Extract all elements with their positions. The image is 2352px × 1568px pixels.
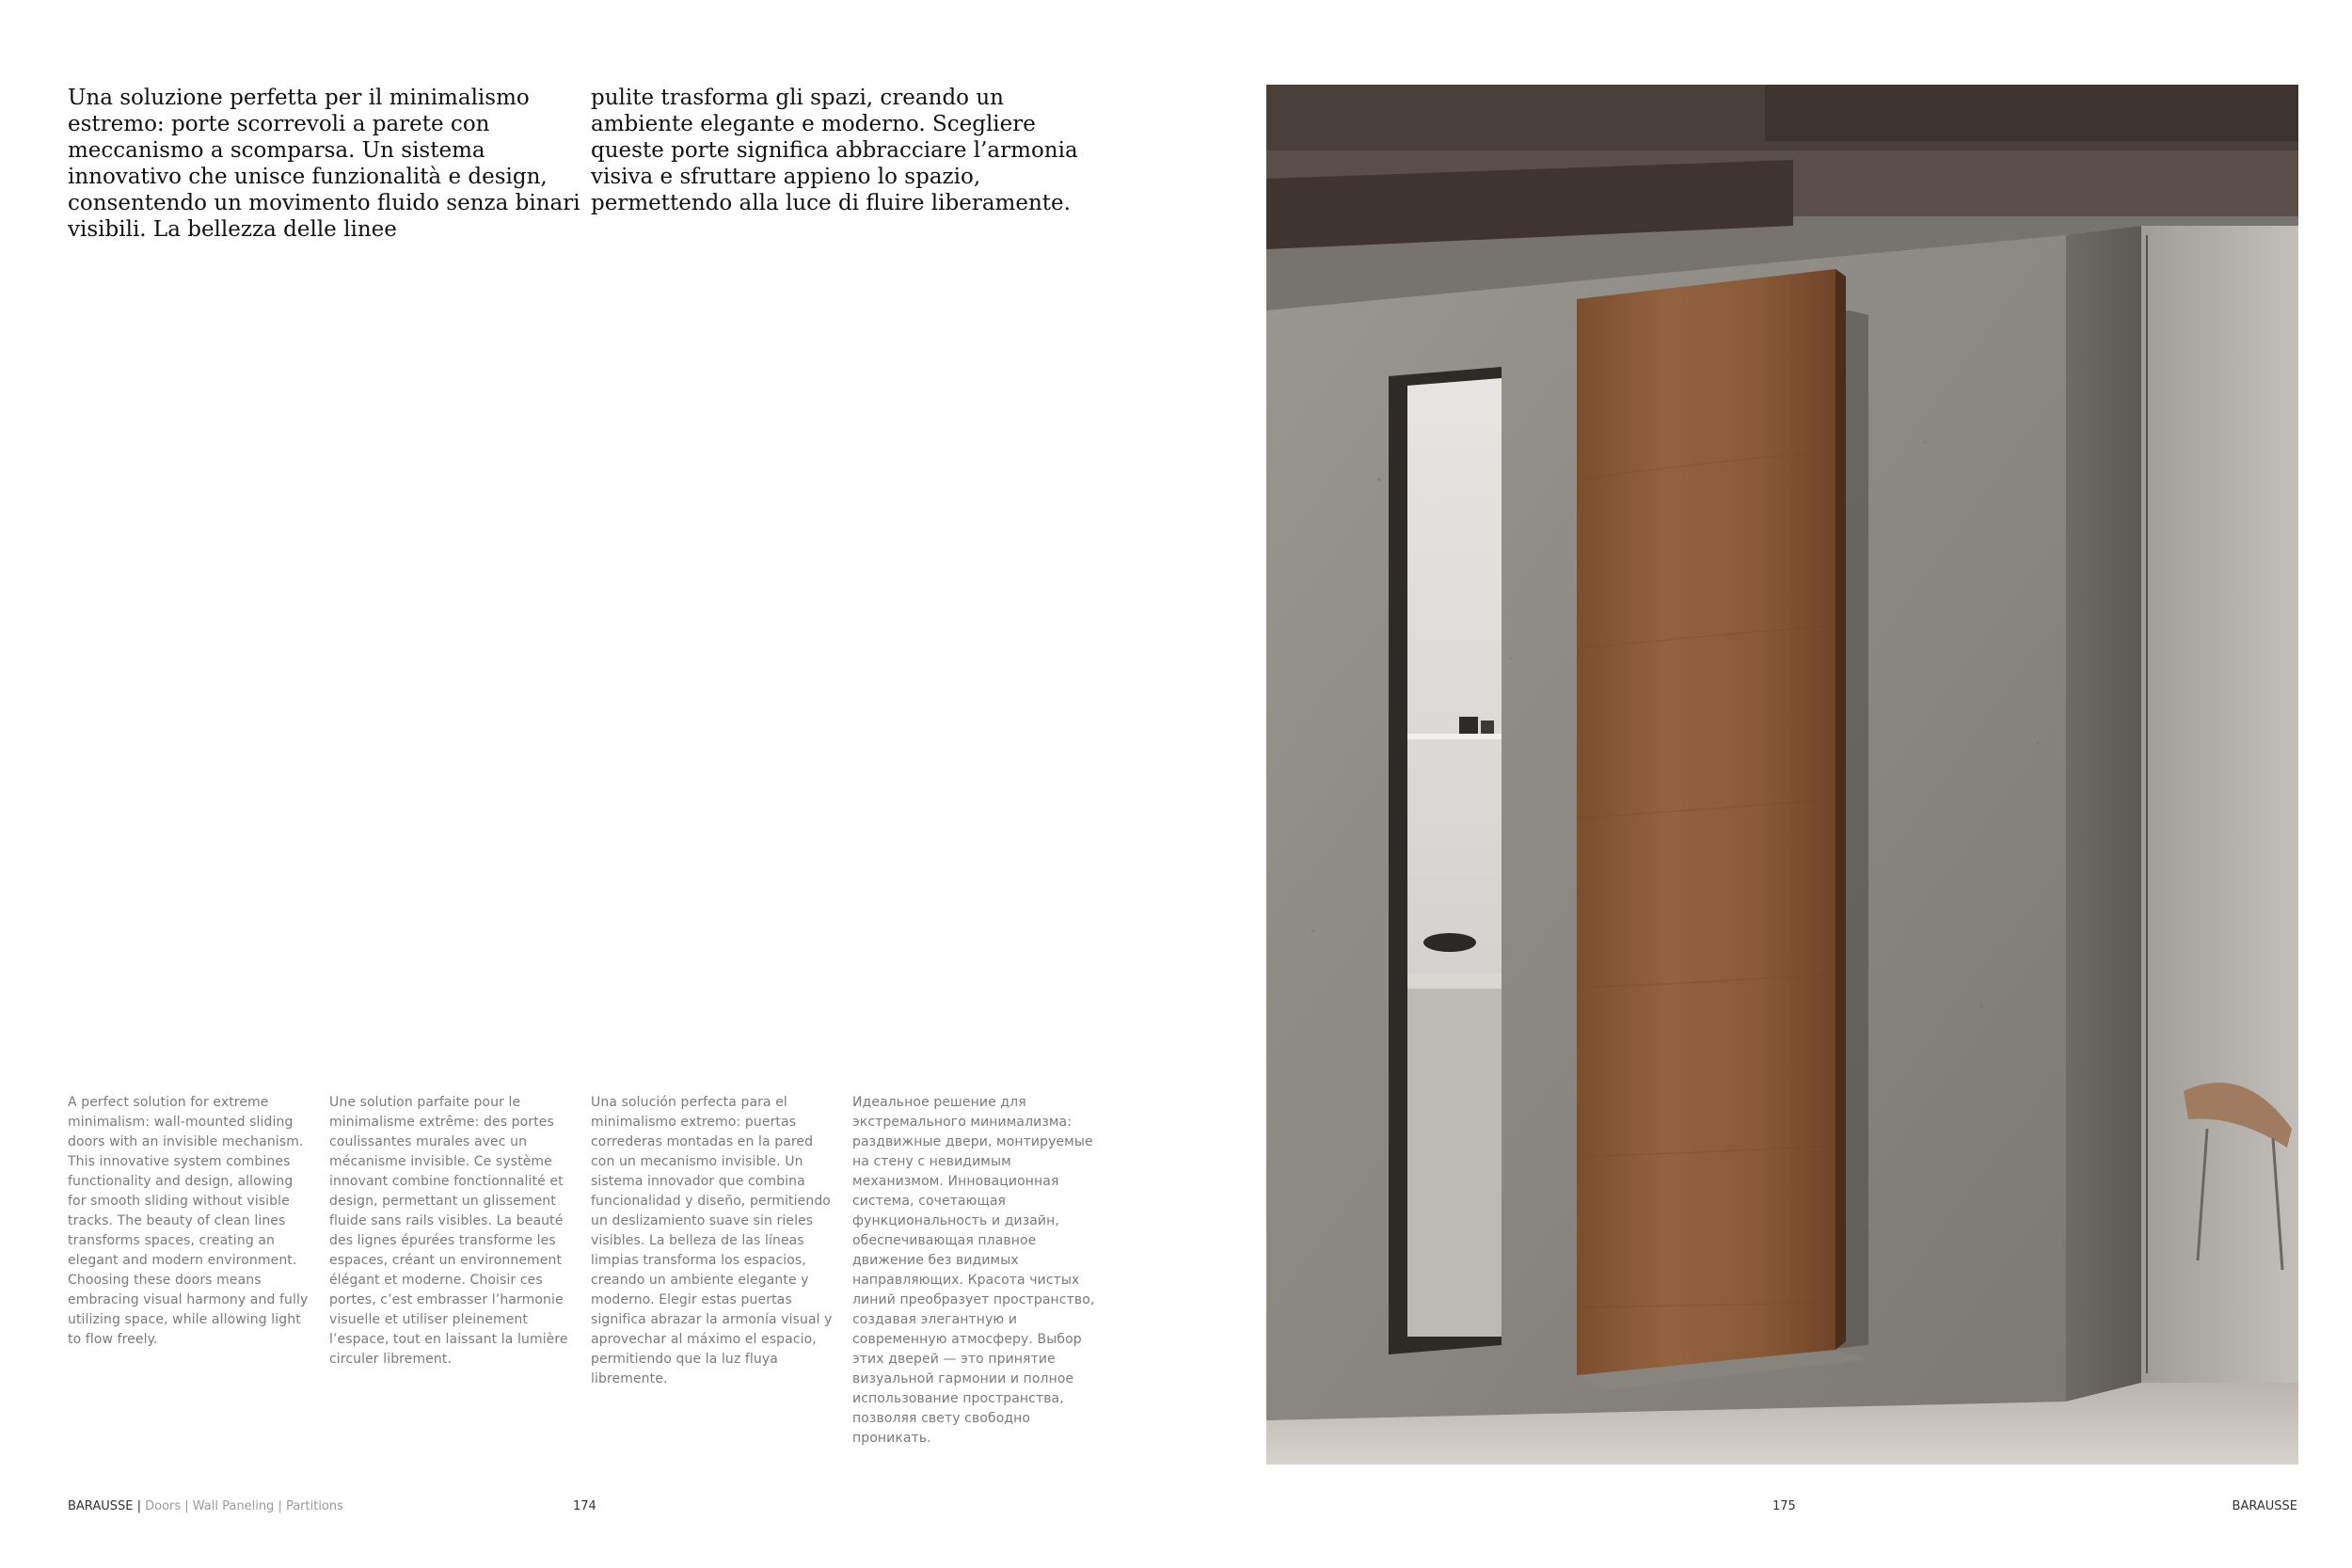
sliding-door <box>1577 269 1836 1375</box>
text-english: A perfect solution for extreme minimalism: wall-mounted sliding doors with an invisible mechanism. This innovative system combines functionality and design, allowing for smooth sliding without visible tracks. The beauty of clean lines transforms spaces, creating an elegant and modern environment. Choosing these doors means embracing visual harmony and fully utilizing space, while allowing light to flow freely. <box>68 1095 309 1347</box>
text-french: Une solution parfaite pour le minimalisme extrême: des portes coulissantes murales avec un mécanisme invisible. Ce système innovant combine fonctionnalité et design, permettant un glissement fluide sans rails visibles. La beauté des lignes épurées transforme les espaces, créant un environnement élégant et moderne. Choisir ces portes, c’est embrasser l’harmonie visuelle et utiliser pleinement l’espace, tout en laissant la lumière circuler librement. <box>329 1095 568 1367</box>
door-photo <box>1266 85 2298 1465</box>
footer-separator: | <box>133 1499 146 1513</box>
footer-section: Doors | Wall Paneling | Partitions <box>145 1499 343 1513</box>
text-russian: Идеальное решение для экстремального минимализма: раздвижные двери, монтируемые на стену с невидимым механизмом. Инновационная система, сочетающая функциональность и дизайн, обеспечивающая плавное движение без видимых направляющих. Красота чистых линий преобразует пространство, создавая элегантную и современную атмосферу. Выбор этих дверей — это принятие визуальной гармонии и полное использование пространства, позволяя свету свободно проникать. <box>852 1095 1095 1446</box>
footer-left <box>68 1499 343 1513</box>
page-number-left: 174 <box>573 1499 596 1513</box>
footer-brand: BARAUSSE <box>68 1499 134 1513</box>
text-spanish: Una solución perfecta para el minimalismo extremo: puertas correderas montadas en la pared con un mecanismo invisible. Un sistema innovador que combina funcionalidad y diseño, permitiendo un deslizamiento suave sin rieles visibles. La belleza de las líneas limpias transforma los espacios, creando un ambiente elegante y moderno. Elegir estas puertas significa abrazar la armonía visual y aprovechar al máximo el espacio, permitiendo que la luz fluya libremente. <box>591 1095 833 1386</box>
page-number-right: 175 <box>1772 1499 1796 1513</box>
intro-italian-col1: Una soluzione perfetta per il minimalismo estremo: porte scorrevoli a parete con meccanismo a scomparsa. Un sistema innovativo che unisce funzionalità e design, consentendo un movimento fluido senza binari visibili. La bellezza delle linee <box>68 86 580 242</box>
intro-italian-col2: pulite trasforma gli spazi, creando un ambiente elegante e moderno. Scegliere queste porte significa abbracciare l’armonia visiva e sfruttare appieno lo spazio, permettendo alla luce di fluire liberamente. <box>591 86 1078 215</box>
footer-brand-right: BARAUSSE <box>2232 1499 2297 1513</box>
